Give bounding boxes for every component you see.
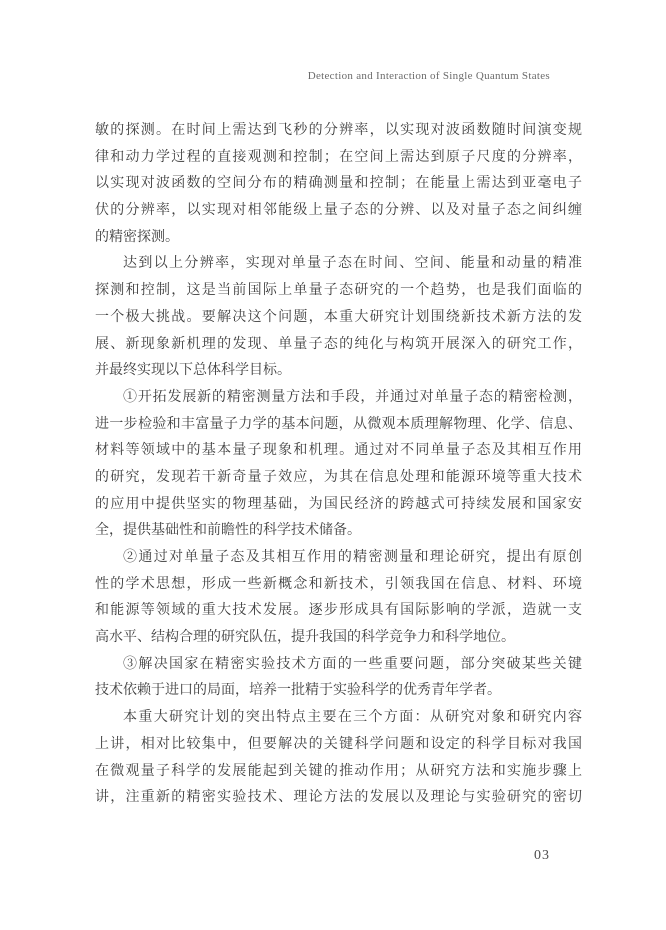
page-number: 03 <box>534 848 550 863</box>
text-line: 的研究，发现若干新奇量子效应，为其在信息处理和能源环境等重大技术 <box>95 469 582 485</box>
text-line: 本重大研究计划的突出特点主要在三个方面：从研究对象和研究内容 <box>123 710 582 726</box>
text-line: 讲，注重新的精密实验技术、理论方法的发展以及理论与实验研究的密切 <box>95 790 582 806</box>
text-line: 高水平、结构合理的研究队伍，提升我国的科学竞争力和科学地位。 <box>95 630 515 646</box>
text-line: 的精密探测。 <box>95 229 179 245</box>
text-line: 技术依赖于进口的局面，培养一批精于实验科学的优秀青年学者。 <box>95 683 501 699</box>
text-line: 性的学术思想，形成一些新概念和新技术，引领我国在信息、材料、环境 <box>95 576 582 592</box>
text-line: 上讲，相对比较集中，但要解决的关键科学问题和设定的科学目标对我国 <box>95 736 582 752</box>
text-line: 探测和控制，这是当前国际上单量子态研究的一个趋势，也是我们面临的 <box>95 283 582 299</box>
text-line: 全，提供基础性和前瞻性的科学技术储备。 <box>95 523 361 539</box>
text-line: 和能源等领域的重大技术发展。逐步形成具有国际影响的学派，造就一支 <box>95 603 582 619</box>
text-line: ③解决国家在精密实验技术方面的一些重要问题，部分突破某些关键 <box>123 656 582 672</box>
body-text <box>95 118 582 812</box>
text-line: 以实现对波函数的空间分布的精确测量和控制；在能量上需达到亚毫电子 <box>95 176 582 192</box>
text-line: ①开拓发展新的精密测量方法和手段，并通过对单量子态的精密检测， <box>123 389 582 405</box>
text-line: 伏的分辨率，以实现对相邻能级上量子态的分辨、以及对量子态之间纠缠 <box>95 203 582 219</box>
running-header: Detection and Interaction of Single Quantum States <box>307 70 550 82</box>
text-line: 进一步检验和丰富量子力学的基本问题，从微观本质理解物理、化学、信息、 <box>95 416 582 432</box>
text-line: 在微观量子科学的发展能起到关键的推动作用；从研究方法和实施步骤上 <box>95 763 582 779</box>
text-line: 并最终实现以下总体科学目标。 <box>95 363 291 379</box>
text-line: 的应用中提供坚实的物理基础，为国民经济的跨越式可持续发展和国家安 <box>95 496 582 512</box>
text-line: 展、新现象新机理的发现、单量子态的纯化与构筑开展深入的研究工作， <box>95 336 582 352</box>
text-line: 达到以上分辨率，实现对单量子态在时间、空间、能量和动量的精准 <box>123 256 582 272</box>
text-line: 材料等领域中的基本量子现象和机理。通过对不同单量子态及其相互作用 <box>95 443 582 459</box>
text-line: 律和动力学过程的直接观测和控制；在空间上需达到原子尺度的分辨率， <box>95 149 582 165</box>
text-line: 一个极大挑战。要解决这个问题，本重大研究计划围绕新技术新方法的发 <box>95 309 582 325</box>
text-line: 敏的探测。在时间上需达到飞秒的分辨率，以实现对波函数随时间演变规 <box>95 123 582 138</box>
text-line: ②通过对单量子态及其相互作用的精密测量和理论研究，提出有原创 <box>123 550 582 565</box>
